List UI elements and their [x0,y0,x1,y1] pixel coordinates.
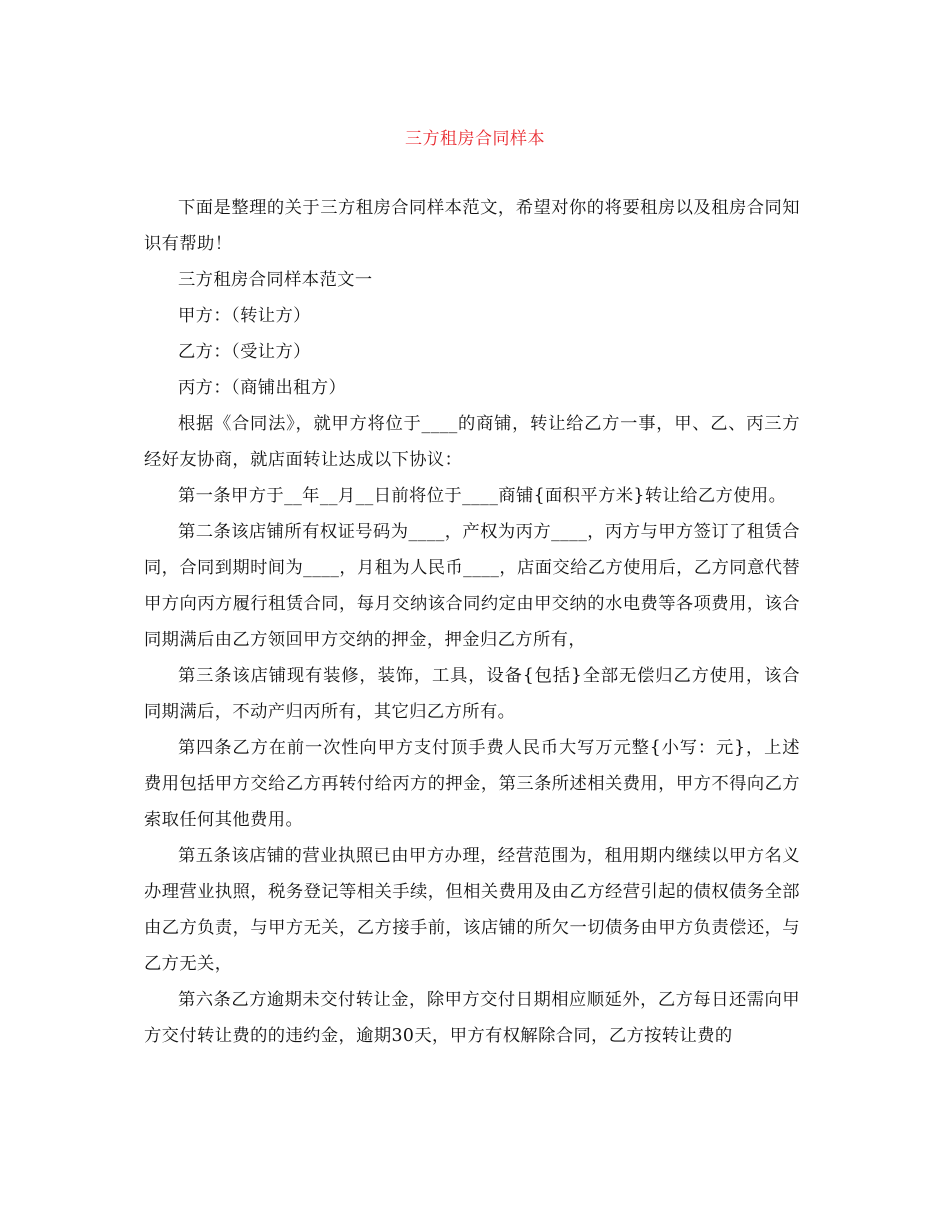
preamble-paragraph: 根据《合同法》，就甲方将位于____的商铺，转让给乙方一事，甲、乙、丙三方经好友协商，就店面转让达成以下协议： [144,414,800,470]
party-c-line: 丙方：（商铺出租方） [178,378,347,398]
article-4: 第四条乙方在前一次性向甲方支付顶手费人民币大写万元整{小写：元}，上述费用包括甲方交给乙方再转付给丙方的押金，第三条所述相关费用，甲方不得向乙方索取任何其他费用。 [144,738,800,830]
party-b-line: 乙方：（受让方） [178,342,311,362]
article-3: 第三条该店铺现有装修，装饰，工具，设备{包括}全部无偿归乙方使用，该合同期满后，不动产归丙所有，其它归乙方所有。 [144,666,800,722]
document-title: 三方租房合同样本 [405,129,545,149]
article-2: 第二条该店铺所有权证号码为____，产权为丙方____，丙方与甲方签订了租赁合同，合同到期时间为____，月租为人民币____，店面交给乙方使用后，乙方同意代替甲方向丙方履行租赁合同，每月交纳该合同约定由甲交纳的水电费等各项费用，该合同期满后由乙方领回甲方交纳的押金，押金归乙方所有， [144,522,800,650]
article-1: 第一条甲方于__年__月__日前将位于____商铺{面积平方米}转让给乙方使用。 [178,486,787,506]
article-6: 第六条乙方逾期未交付转让金，除甲方交付日期相应顺延外，乙方每日还需向甲方交付转让费的的违约金，逾期30天，甲方有权解除合同，乙方按转让费的 [144,990,800,1046]
intro-paragraph: 下面是整理的关于三方租房合同样本范文，希望对你的将要租房以及租房合同知识有帮助！ [144,198,800,254]
article-5: 第五条该店铺的营业执照已由甲方办理，经营范围为，租用期内继续以甲方名义办理营业执照，税务登记等相关手续，但相关费用及由乙方经营引起的债权债务全部由乙方负责，与甲方无关，乙方接手前，该店铺的所欠一切债务由甲方负责偿还，与乙方无关， [144,846,800,974]
document-body [144,190,800,1054]
party-a-line: 甲方：（转让方） [178,306,311,326]
section-heading: 三方租房合同样本范文一 [178,270,373,290]
